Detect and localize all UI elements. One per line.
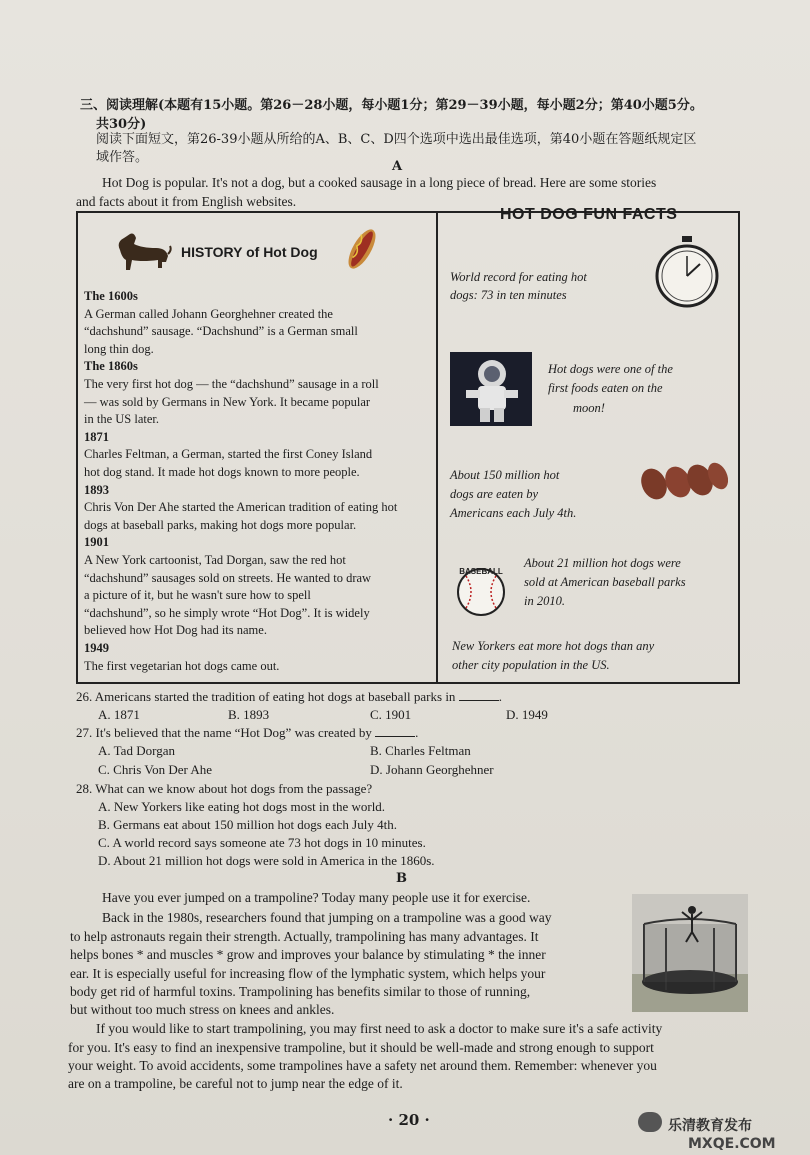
fact-moon-end: moon! <box>573 401 605 415</box>
passage-b-line: your weight. To avoid accidents, some trampolines have a safety net around them. Remember: whenever you <box>68 1058 657 1073</box>
question-27-text: 27. It's believed that the name “Hot Dog” was created by <box>76 725 372 740</box>
q26-option-d: D. 1949 <box>506 707 548 722</box>
history-year: 1893 <box>84 482 109 497</box>
q26-option-c: C. 1901 <box>370 707 412 722</box>
passage-a-intro-cont: and facts about it from English websites. <box>76 194 297 209</box>
history-line: “dachshund” sausages sold on streets. He wanted to draw <box>84 570 372 585</box>
history-year: The 1600s <box>84 289 138 303</box>
history-line: a picture of it, but he wasn't sure how to spell <box>84 588 311 603</box>
passage-a-label: A <box>392 159 403 174</box>
box-divider <box>436 211 438 684</box>
q27-option-d: D. Johann Georghehner <box>370 762 494 777</box>
passage-b-line: body get rid of harmful toxins. Trampolining has benefits similar to those of running, <box>70 984 531 999</box>
fact-newyorkers-cont: other city population in the US. <box>452 658 610 672</box>
history-year: 1949 <box>84 641 109 655</box>
fact-world-record-cont: dogs: 73 in ten minutes <box>450 288 567 302</box>
history-line: The first vegetarian hot dogs came out. <box>84 658 280 673</box>
fact-baseball-cont: sold at American baseball parks <box>524 575 686 589</box>
q28-option-a: A. New Yorkers like eating hot dogs most in the world. <box>98 799 386 814</box>
passage-b-line: If you would like to start trampolining, you may first need to ask a doctor to make sure it's a safe activity <box>96 1021 663 1036</box>
fact-baseball: About 21 million hot dogs were <box>524 556 681 570</box>
history-line: — was sold by Germans in New York. It became popular <box>84 394 371 409</box>
history-year: 1871 <box>84 429 109 444</box>
history-line: believed how Hot Dog had its name. <box>84 623 267 638</box>
wechat-icon <box>638 1112 662 1132</box>
history-line: “dachshund” sausage. “Dachshund” is a German small <box>84 324 358 339</box>
question-28: 28. What can we know about hot dogs from the passage? <box>76 781 373 796</box>
history-title: HISTORY of Hot Dog <box>181 244 318 260</box>
stopwatch-icon <box>652 234 722 310</box>
question-27: 27. It's believed that the name “Hot Dog” was created by . <box>76 725 419 740</box>
dachshund-icon <box>112 228 172 280</box>
passage-b-line: for you. It's easy to find an inexpensive trampoline, but it should be well-made and strong enough to support <box>68 1040 654 1055</box>
passage-b-line: ear. It is especially useful for increasing flow of the lymphatic system, which helps your <box>70 966 546 981</box>
question-26-text: 26. Americans started the tradition of eating hot dogs at baseball parks in <box>76 689 456 704</box>
answer-blank-26 <box>459 689 499 701</box>
history-year: The 1860s <box>84 359 138 374</box>
fact-july4-cont: dogs are eaten by <box>450 487 539 501</box>
funfacts-title: HOT DOG FUN FACTS <box>500 206 678 223</box>
fact-moon-cont: first foods eaten on the <box>548 381 663 395</box>
history-year: 1901 <box>84 535 109 550</box>
section-instructions: 阅读下面短文，第26-39小题从所给的A、B、C、D四个选项中选出最佳选项，第40小题在答题纸规定区 <box>96 132 697 147</box>
page-number: · 20 · <box>388 1111 430 1129</box>
q26-option-b: B. 1893 <box>228 707 270 722</box>
passage-b-line: to help astronauts regain their strength. Actually, trampolining has many advantages. It <box>70 929 539 944</box>
passage-b-label: B <box>396 871 407 886</box>
passage-a-intro: Hot Dog is popular. It's not a dog, but a cooked sausage in a long piece of bread. Here are some stories <box>102 175 657 190</box>
history-line: “dachshund”, so he simply wrote “Hot Dog”. It is widely <box>84 605 370 620</box>
section-instructions-cont: 域作答。 <box>96 150 149 165</box>
history-line: hot dog stand. It made hot dogs known to more people. <box>84 465 360 479</box>
section-heading: 三、阅读理解(本题有15小题。第26－28小题，每小题1分；第29－39小题，每小题2分；第40小题5分。 <box>80 98 703 113</box>
passage-b-line: helps bones * and muscles * grow and improves your balance by stimulating * the inner <box>70 947 546 962</box>
passage-b-line: Have you ever jumped on a trampoline? Today many people use it for exercise. <box>102 890 531 905</box>
passage-b-line: are on a trampoline, be careful not to jump near the edge of it. <box>68 1076 403 1091</box>
q27-option-c: C. Chris Von Der Ahe <box>98 762 212 777</box>
history-line: The very first hot dog — the “dachshund” sausage in a roll <box>84 377 379 391</box>
q28-option-b: B. Germans eat about 150 million hot dogs each July 4th. <box>98 817 397 832</box>
passage-b-line: but without too much stress on knees and ankles. <box>70 1002 335 1017</box>
history-line: dogs at baseball parks, making hot dogs more popular. <box>84 517 357 532</box>
watermark-site: MXQE.COM <box>688 1136 776 1152</box>
watermark-brand: 乐清教育发布 <box>668 1118 752 1134</box>
fact-world-record: World record for eating hot <box>450 270 587 284</box>
history-line: A German called Johann Georghehner created the <box>84 306 333 321</box>
q28-option-d: D. About 21 million hot dogs were sold in America in the 1860s. <box>98 853 435 868</box>
fact-baseball-end: in 2010. <box>524 594 565 608</box>
sausages-icon <box>636 456 728 502</box>
question-26: 26. Americans started the tradition of eating hot dogs at baseball parks in . <box>76 689 502 704</box>
q28-option-c: C. A world record says someone ate 73 hot dogs in 10 minutes. <box>98 835 426 850</box>
history-line: Charles Feltman, a German, started the first Coney Island <box>84 447 373 462</box>
fact-moon: Hot dogs were one of the <box>548 362 673 376</box>
astronaut-icon <box>450 352 532 426</box>
baseball-icon <box>452 560 510 618</box>
q26-option-a: A. 1871 <box>98 707 140 722</box>
trampoline-photo <box>632 894 748 1012</box>
baseball-label: BASEBALL <box>459 567 503 576</box>
fact-newyorkers: New Yorkers eat more hot dogs than any <box>452 639 655 653</box>
passage-b-line: Back in the 1980s, researchers found that jumping on a trampoline was a good way <box>102 910 552 925</box>
answer-blank-27 <box>375 725 415 737</box>
q27-option-a: A. Tad Dorgan <box>98 743 175 758</box>
fact-july4-end: Americans each July 4th. <box>450 506 577 520</box>
history-line: Chris Von Der Ahe started the American tradition of eating hot <box>84 500 398 515</box>
history-line: A New York cartoonist, Tad Dorgan, saw the red hot <box>84 553 346 567</box>
q27-option-b: B. Charles Feltman <box>370 743 471 758</box>
history-line: in the US later. <box>84 412 159 427</box>
history-line: long thin dog. <box>84 341 154 356</box>
hotdog-icon <box>340 225 384 273</box>
fact-july4: About 150 million hot <box>450 468 560 482</box>
section-score: 共30分) <box>96 117 147 132</box>
